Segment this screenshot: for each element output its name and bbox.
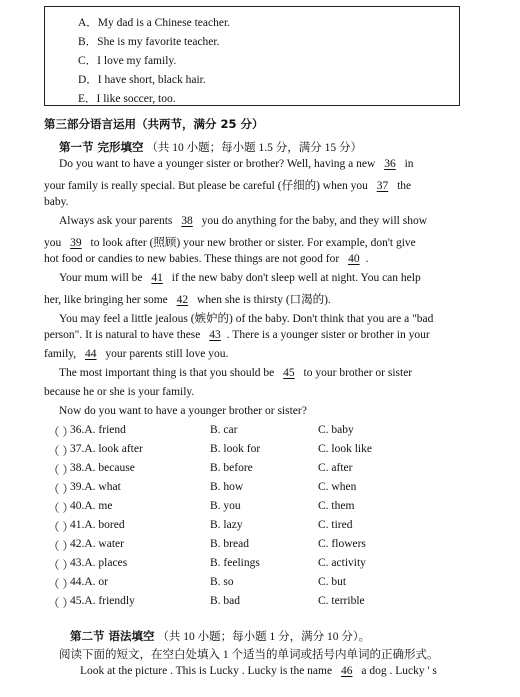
text-segment: to look after (照顾) your new brother or sister. For example, don't give [90,237,416,249]
text-segment: Now do you want to have a younger brother or sister? [59,405,307,417]
passage-line [44,329,430,341]
text-segment: B. you [210,500,241,512]
passage-line [59,158,414,170]
passage-line [59,310,433,326]
passage-line [44,234,416,250]
blank-41: 41 [151,272,163,284]
text-segment: 43.A. places [70,557,128,569]
text-segment: the [397,180,412,192]
passage-line [44,386,194,398]
text-segment: your family is really special. But please be careful (仔细的) when you [44,180,368,192]
text-segment: C. tired [318,519,353,531]
text-segment: B. bad [210,595,241,607]
blank-45: 45 [283,367,295,379]
option-a: A．My dad is a Chinese teacher. [78,17,231,29]
text-segment: C. when [318,481,357,493]
text-segment: your parents still love you. [105,348,229,360]
text-segment: a dog . Lucky ' s [361,665,437,677]
passage-line [44,177,411,193]
text-segment: C. after [318,462,353,474]
blank-36: 36 [384,158,396,170]
text-segment: （ ） [48,579,74,591]
blank-37: 37 [376,180,389,192]
section2-title: 第二节 语法填空 [70,629,155,643]
text-segment: B. so [210,576,234,588]
passage-line [44,196,68,208]
text-segment: hot food or candies to new babies. These things are not good for [44,253,340,265]
text-segment: You may feel a little jealous (嫉妒的) of the baby. Don't think that you are a "bad [59,313,434,325]
text-segment: you do anything for the baby, and they will show [201,215,428,227]
text-segment: 39.A. what [70,481,121,493]
text-segment: Always ask your parents [59,215,173,227]
text-segment: B. before [210,462,253,474]
text-segment: . [365,253,369,265]
text-segment: 36.A. friend [70,424,126,436]
text-segment: C. but [318,576,347,588]
text-segment: C. flowers [318,538,366,550]
text-segment: （ ） [48,560,74,572]
option-c: C．I love my family. [78,55,177,67]
section2-instruction: 阅读下面的短文，在空白处填入 1 个适当的单词或括号内单词的正确形式。 [59,649,439,661]
text-segment: （ ） [48,465,74,477]
blank-40: 40 [348,253,360,265]
text-segment: （ ） [48,541,74,553]
passage-line [59,367,412,379]
text-segment: （ ） [48,427,74,439]
text-segment: family, [44,348,77,360]
text-segment: （ ） [48,503,74,515]
blank-46: 46 [340,665,353,677]
blank-38: 38 [181,215,193,227]
text-segment: B. feelings [210,557,260,569]
blank-44: 44 [85,348,97,360]
passage-line [44,253,368,265]
passage-line [44,291,331,307]
text-segment: 42.A. water [70,538,124,550]
text-segment: . There is a younger sister or brother in your [226,329,430,341]
text-segment: C. them [318,500,355,512]
text-segment: （ ） [48,484,74,496]
passage-line [59,405,307,417]
text-segment: 41.A. bored [70,519,125,531]
text-segment: C. look like [318,443,372,455]
text-segment: （ ） [48,598,74,610]
section1-title: 第一节 完形填空 [59,140,144,154]
section1-header [59,139,362,155]
text-segment: B. look for [210,443,261,455]
option-e: E．I like soccer, too. [78,93,176,105]
text-segment: Look at the picture . This is Lucky . Lucky is the name [80,665,333,677]
text-segment: （ ） [48,522,74,534]
text-segment: person". It is natural to have these [44,329,201,341]
text-segment: to your brother or sister [303,367,413,379]
text-segment: C. baby [318,424,354,436]
section1-note: （共 10 小题；每小题 1.5 分，满分 15 分） [146,142,363,154]
text-segment: because he or she is your family. [44,386,195,398]
option-b: B．She is my favorite teacher. [78,36,220,48]
text-segment: baby. [44,196,69,208]
text-segment: her, like bringing her some [44,294,168,306]
text-segment: 40.A. me [70,500,113,512]
text-segment: 44.A. or [70,576,109,588]
option-d: D．I have short, black hair. [78,74,206,86]
blank-43: 43 [209,329,221,341]
text-segment: 37.A. look after [70,443,143,455]
text-segment: 45.A. friendly [70,595,135,607]
passage-line [59,272,421,284]
text-segment: C. activity [318,557,366,569]
blank-39: 39 [70,237,82,249]
text-segment: B. car [210,424,238,436]
text-segment: Do you want to have a younger sister or brother? Well, having a new [59,158,376,170]
text-segment: when she is thirsty (口渴的). [197,294,331,306]
text-segment: B. how [210,481,244,493]
section2-header [70,628,370,644]
passage-line [44,348,228,360]
text-segment: C. terrible [318,595,365,607]
text-segment: you [44,237,62,249]
text-segment: B. bread [210,538,249,550]
section2-note: （共 10 小题；每小题 1 分，满分 10 分）。 [157,631,371,643]
text-segment: 38.A. because [70,462,135,474]
text-segment: in [404,158,414,170]
text-segment: B. lazy [210,519,243,531]
text-segment: The most important thing is that you should be [59,367,275,379]
text-segment: （ ） [48,446,74,458]
text-segment: if the new baby don't sleep well at night. You can help [171,272,421,284]
text-segment: Your mum will be [59,272,143,284]
blank-42: 42 [176,294,189,306]
passage-line [80,665,437,677]
passage-line [59,215,427,227]
part3-title: 第三部分语言运用（共两节，满分 25 分） [44,117,264,131]
